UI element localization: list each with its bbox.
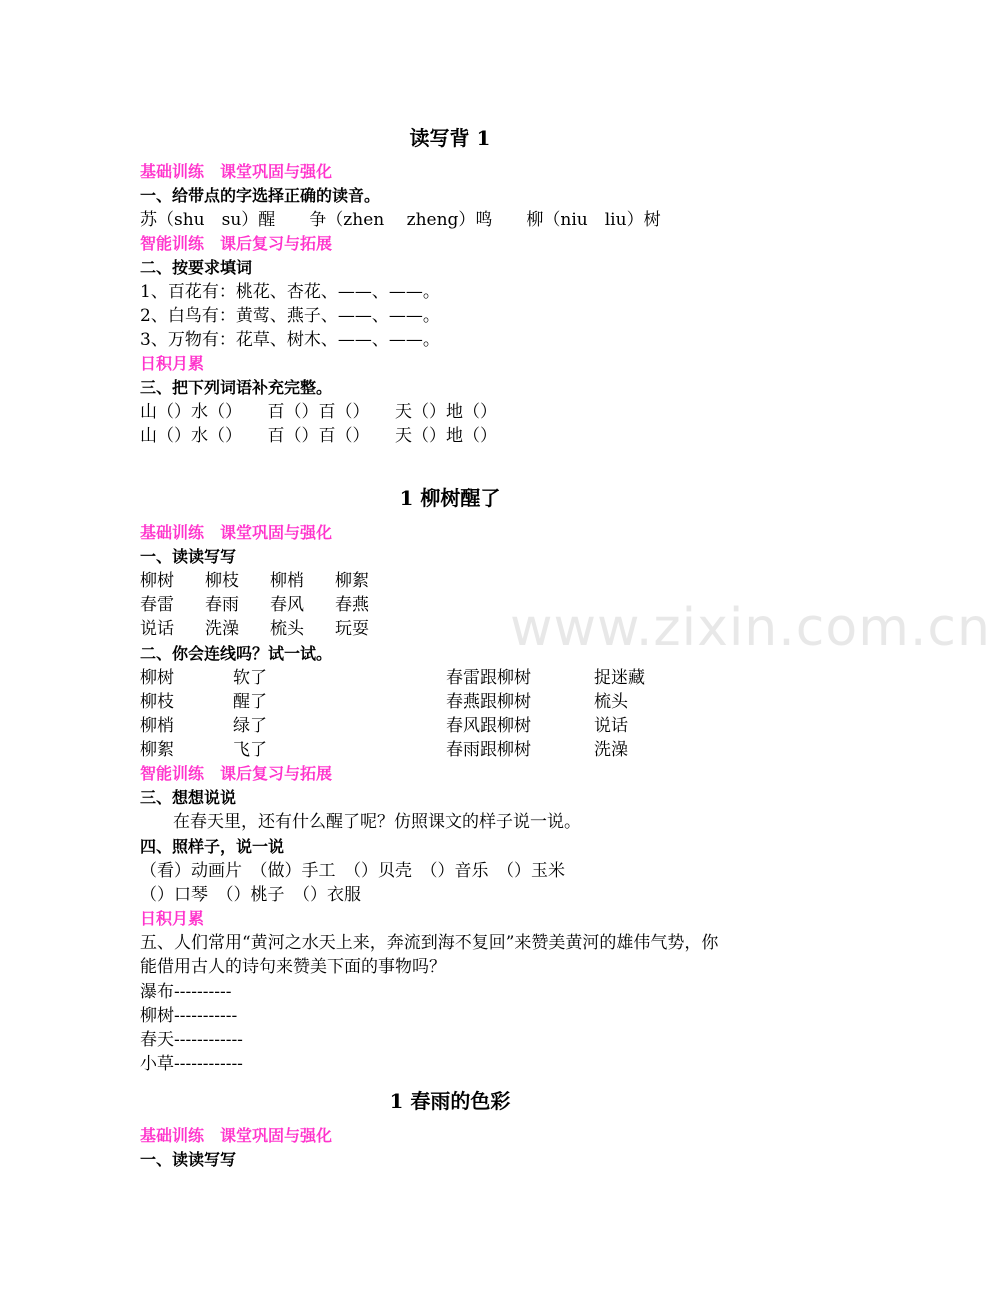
part1-section-daily: 日积月累	[140, 354, 205, 373]
part2-q5-line-1: 五、人们常用“黄河之水天上来，奔流到海不复回”来赞美黄河的雄伟气势，你	[140, 933, 719, 953]
word-cell: 柳枝	[205, 571, 239, 591]
part1-question-3: 三、把下列词语补充完整。	[140, 378, 333, 397]
word-cell: 春燕	[335, 595, 369, 615]
match-cell: 春雷跟柳树	[446, 668, 531, 688]
part2-q5-line-2: 能借用古人的诗句来赞美下面的事物吗？	[140, 957, 446, 977]
part3-question-1: 一、读读写写	[140, 1150, 237, 1169]
part1-section-smart: 智能训练 课后复习与拓展	[140, 234, 333, 253]
match-cell: 洗澡	[594, 740, 628, 760]
match-cell: 飞了	[233, 740, 267, 760]
word-cell: 春雷	[140, 595, 174, 615]
part1-q2-item-3: 3、万物有：花草、树木、——、——。	[140, 330, 440, 350]
word-cell: 柳树	[140, 571, 174, 591]
match-cell: 柳枝	[140, 692, 174, 712]
word-cell: 柳絮	[335, 571, 369, 591]
part1-q2-item-2: 2、白鸟有：黄莺、燕子、——、——。	[140, 306, 440, 326]
part1-section-basic: 基础训练 课堂巩固与强化	[140, 162, 333, 181]
match-cell: 春风跟柳树	[446, 716, 531, 736]
word-cell: 春雨	[205, 595, 239, 615]
match-cell: 捉迷藏	[594, 668, 645, 688]
part2-section-daily: 日积月累	[140, 909, 205, 928]
match-cell: 柳梢	[140, 716, 174, 736]
match-cell: 软了	[233, 668, 267, 688]
match-cell: 梳头	[594, 692, 628, 712]
part2-section-smart: 智能训练 课后复习与拓展	[140, 764, 333, 783]
word-cell: 说话	[140, 619, 174, 639]
word-cell: 柳梢	[270, 571, 304, 591]
match-cell: 说话	[594, 716, 628, 736]
part2-blank-waterfall: 瀑布----------	[140, 982, 232, 1002]
part2-q3-text: 在春天里，还有什么醒了呢？仿照课文的样子说一说。	[173, 812, 581, 832]
match-cell: 柳树	[140, 668, 174, 688]
part1-q2-item-1: 1、百花有：桃花、杏花、——、——。	[140, 282, 440, 302]
part2-blank-willow: 柳树-----------	[140, 1006, 238, 1026]
part1-pinyin-line: 苏（shu su）醒 争（zhen zheng）鸣 柳（niu liu）树	[140, 210, 661, 230]
part3-title: 1 春雨的色彩	[389, 1089, 511, 1113]
part2-question-1: 一、读读写写	[140, 547, 237, 566]
word-cell: 梳头	[270, 619, 304, 639]
word-cell: 洗澡	[205, 619, 239, 639]
match-cell: 醒了	[233, 692, 267, 712]
part2-q4-line-1: （看）动画片 （做）手工 （）贝壳 （）音乐 （）玉米	[140, 861, 565, 881]
watermark: www.zixin.com.cn	[510, 598, 991, 658]
match-cell: 绿了	[233, 716, 267, 736]
part2-title: 1 柳树醒了	[399, 486, 501, 510]
part1-title: 读写背 1	[409, 126, 491, 150]
part2-question-4: 四、照样子，说一说	[140, 837, 285, 856]
part2-section-basic: 基础训练 课堂巩固与强化	[140, 523, 333, 542]
part1-q3-item-2: 山（）水（） 百（）百（） 天（）地（）	[140, 426, 497, 446]
part1-question-1: 一、给带点的字选择正确的读音。	[140, 186, 381, 205]
part2-blank-spring: 春天------------	[140, 1030, 243, 1050]
part2-blank-grass: 小草------------	[140, 1054, 243, 1074]
match-cell: 春雨跟柳树	[446, 740, 531, 760]
word-cell: 春风	[270, 595, 304, 615]
match-cell: 春燕跟柳树	[446, 692, 531, 712]
part1-q3-item-1: 山（）水（） 百（）百（） 天（）地（）	[140, 402, 497, 422]
match-cell: 柳絮	[140, 740, 174, 760]
part2-question-2: 二、你会连线吗？试一试。	[140, 644, 333, 663]
part3-section-basic: 基础训练 课堂巩固与强化	[140, 1126, 333, 1145]
part2-question-3: 三、想想说说	[140, 788, 237, 807]
part1-question-2: 二、按要求填词	[140, 258, 253, 277]
part2-q4-line-2: （）口琴 （）桃子 （）衣服	[140, 885, 361, 905]
word-cell: 玩耍	[335, 619, 369, 639]
